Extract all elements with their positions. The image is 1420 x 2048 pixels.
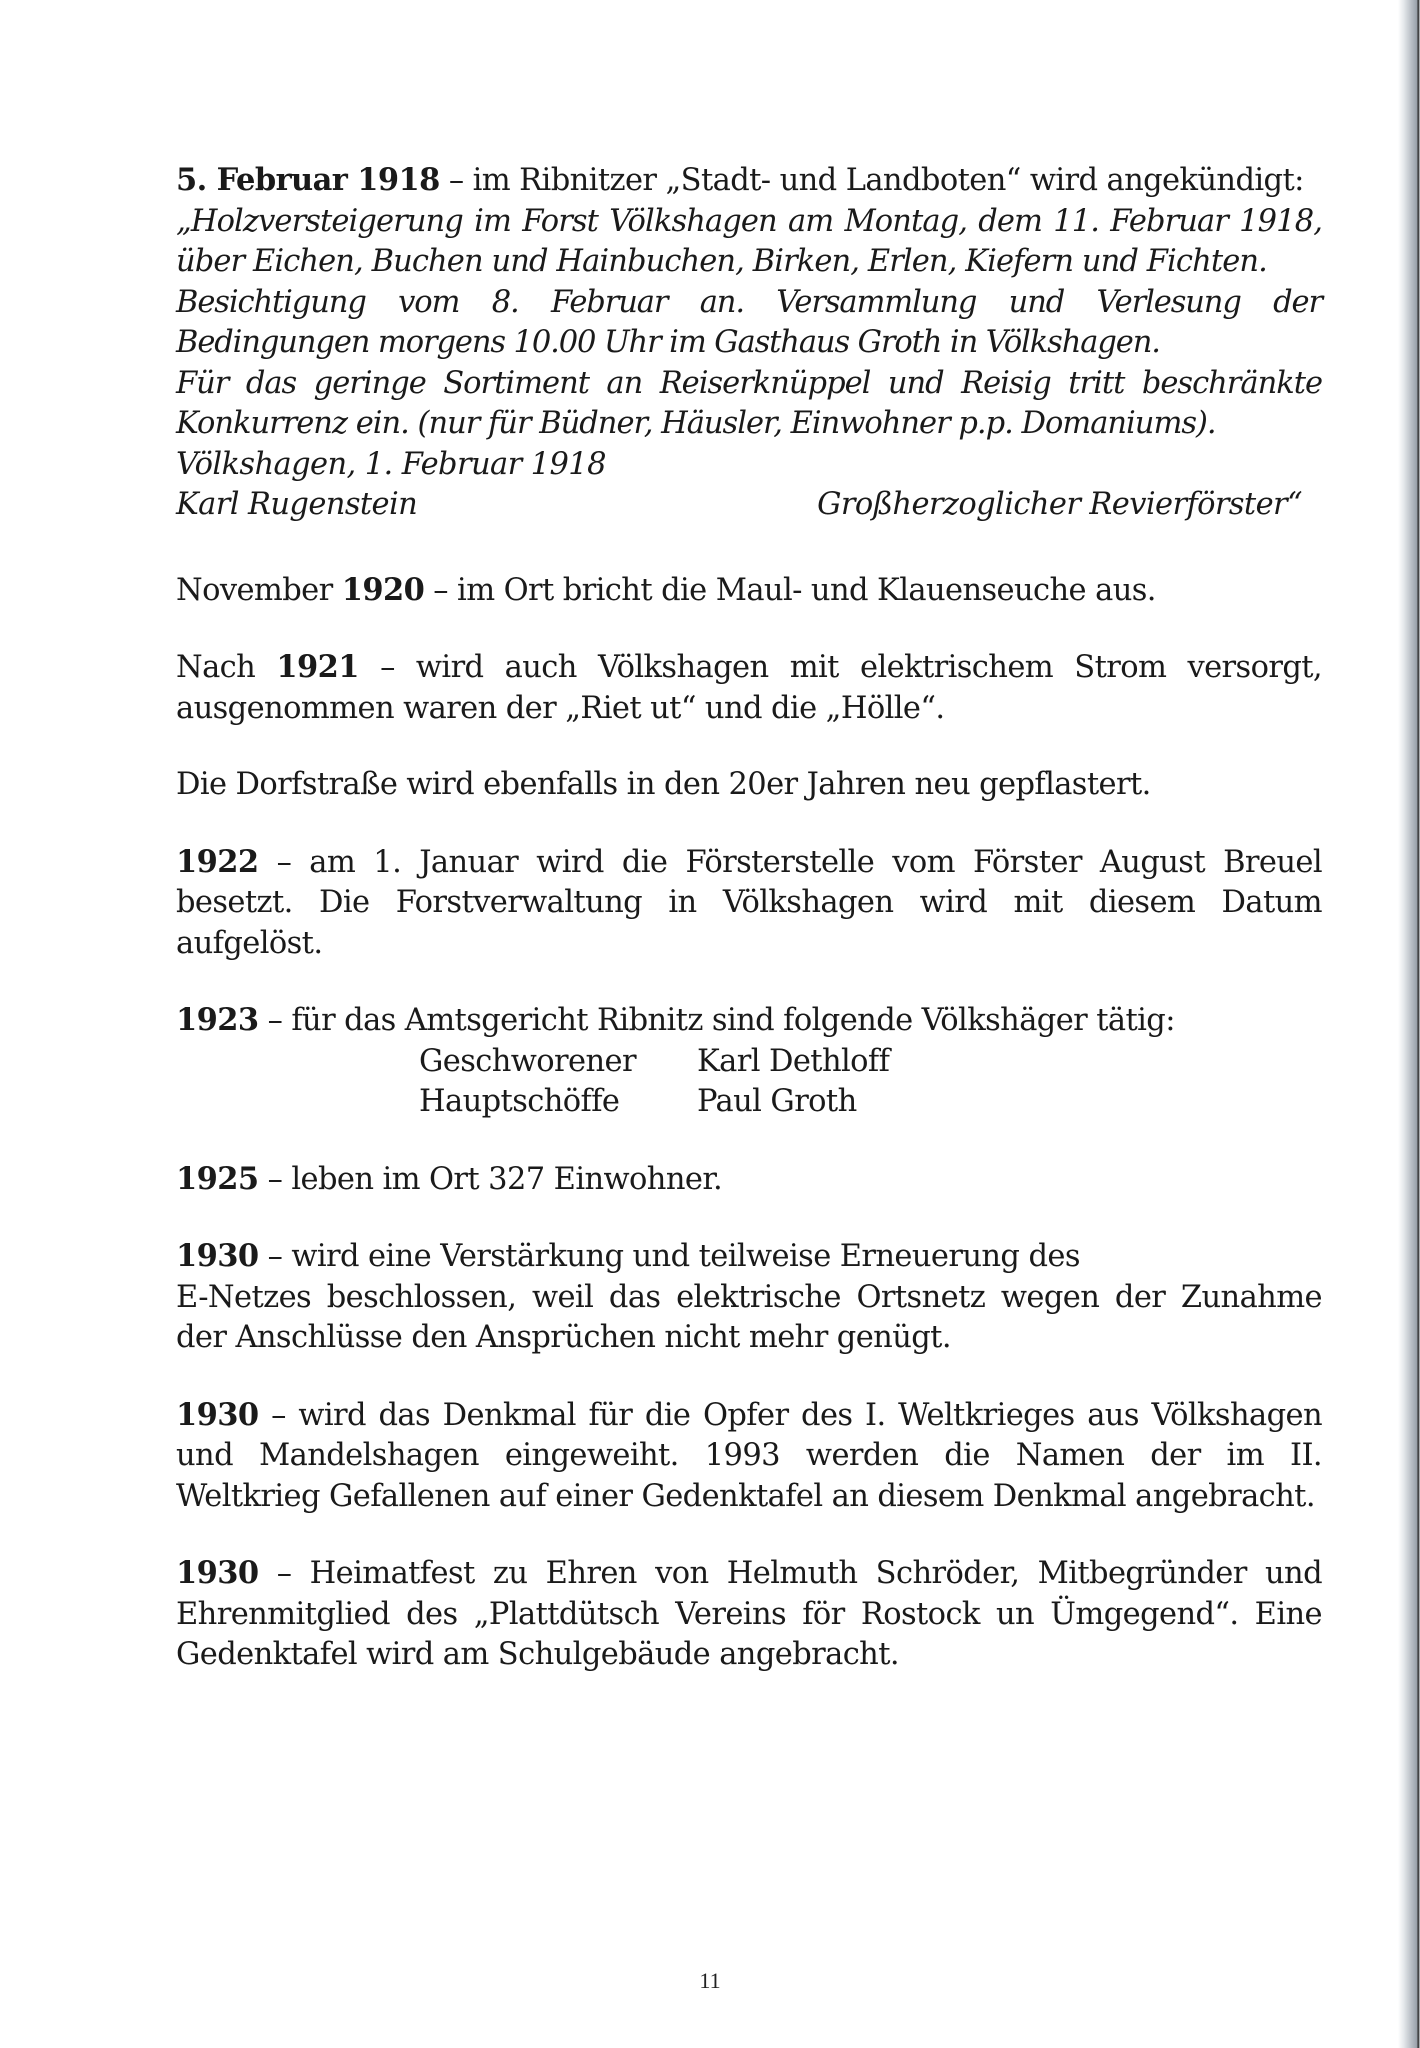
signer-name: Karl Rugenstein (176, 487, 418, 522)
entry-text: – im Ribnitzer „Stadt- und Landboten“ wird angekündigt: (439, 163, 1304, 198)
quote-line: Besichtigung vom 8. Februar an. Versammlung und Verlesung der Bedingungen morgens 10.00 Uhr im Gasthaus Groth in Völkshagen. (176, 284, 1322, 360)
court-role-row (419, 1082, 1322, 1123)
entry-year: 1930 (176, 1238, 259, 1274)
court-roles (419, 1042, 1322, 1123)
quote-place-date: Völkshagen, 1. Februar 1918 (176, 446, 606, 482)
entry-1918 (176, 160, 1322, 526)
entry-year: 1923 (176, 1002, 259, 1038)
entry-1918-intro (176, 160, 1322, 202)
entry-prefix: Nach (176, 650, 277, 685)
entry-text: – am 1. Januar wird die Försterstelle vom Förster August Breuel besetzt. Die Forstverwaltung in Völkshagen wird mit diesem Datum aufgelöst. (176, 844, 1322, 961)
role-title: Hauptschöffe (419, 1084, 620, 1119)
entry-text: – im Ort bricht die Maul- und Klauenseuche aus. (424, 572, 1156, 608)
entry-date: 5. Februar 1918 (176, 162, 440, 198)
entry-1920 (176, 570, 1322, 612)
entry-1930-memorial (176, 1395, 1322, 1518)
entry-1923-intro (176, 1000, 1322, 1042)
entry-1923 (176, 1000, 1322, 1123)
entry-1930-grid-line1 (176, 1236, 1322, 1278)
page-number: 11 (699, 1968, 721, 1993)
entry-year: 1922 (176, 843, 259, 880)
entry-year: 1921 (276, 649, 359, 685)
signer-title: Großherzoglicher Revierförster“ (817, 487, 1302, 522)
entry-text: – Heimatfest zu Ehren von Helmuth Schröder, Mitbegründer und Ehrenmitglied des „Plattdütsch Vereins för Rostock un Ümgegend“. Eine Gedenktafel wird am Schulgebäude angebracht. (176, 1556, 1322, 1672)
entry-year: 1930 (176, 1396, 259, 1433)
scan-edge-shadow (1398, 0, 1420, 2048)
entry-year: 1930 (176, 1555, 259, 1591)
entry-1930-grid-rest: E-Netzes beschlossen, weil das elektrische Ortsnetz wegen der Zunahme der Anschlüsse den Ansprüchen nicht mehr genügt. (176, 1279, 1322, 1355)
entry-1922 (176, 842, 1322, 965)
role-person: Paul Groth (697, 1084, 857, 1119)
entry-text: – wird auch Völkshagen mit elektrischem Strom versorgt, ausgenommen waren der „Riet ut“ und die „Hölle“. (176, 650, 1323, 726)
entry-year: 1920 (341, 571, 425, 608)
entry-1921 (176, 647, 1322, 729)
role-title: Geschworener (419, 1043, 636, 1079)
entry-year: 1925 (176, 1160, 259, 1197)
quote-signature (176, 485, 1322, 526)
role-person: Karl Dethloff (697, 1043, 890, 1079)
entry-text: – wird eine Verstärkung und teilweise Erneuerung des (258, 1239, 1080, 1274)
entry-20er: Die Dorfstraße wird ebenfalls in den 20er Jahren neu gepflastert. (176, 767, 1151, 802)
entry-1930-heimatfest (176, 1553, 1322, 1676)
entry-1930-grid (176, 1236, 1322, 1359)
quote-line: Für das geringe Sortiment an Reiserknüppel und Reisig tritt beschränkte Konkurrenz ein. (nur für Büdner, Häusler, Einwohner p.p. Domaniums). (176, 365, 1322, 441)
quote-line: „Holzversteigerung im Forst Völkshagen am Montag, dem 11. Februar 1918, über Eichen, Buchen und Hainbuchen, Birken, Erlen, Kiefern und Fichten. (176, 203, 1322, 279)
document-page (176, 160, 1322, 1676)
entry-1925 (176, 1159, 1322, 1201)
entry-text: – wird das Denkmal für die Opfer des I. Weltkrieges aus Völkshagen und Mandelshagen eingeweiht. 1993 werden die Namen der im II. Weltkrieg Gefallenen auf einer Gedenktafel an diesem Denkmal angebracht. (176, 1397, 1322, 1514)
entry-text: – leben im Ort 327 Einwohner. (258, 1161, 723, 1197)
entry-prefix: November (176, 572, 342, 608)
court-role-row (419, 1042, 1322, 1083)
entry-text: – für das Amtsgericht Ribnitz sind folgende Völkshäger tätig: (258, 1003, 1175, 1038)
